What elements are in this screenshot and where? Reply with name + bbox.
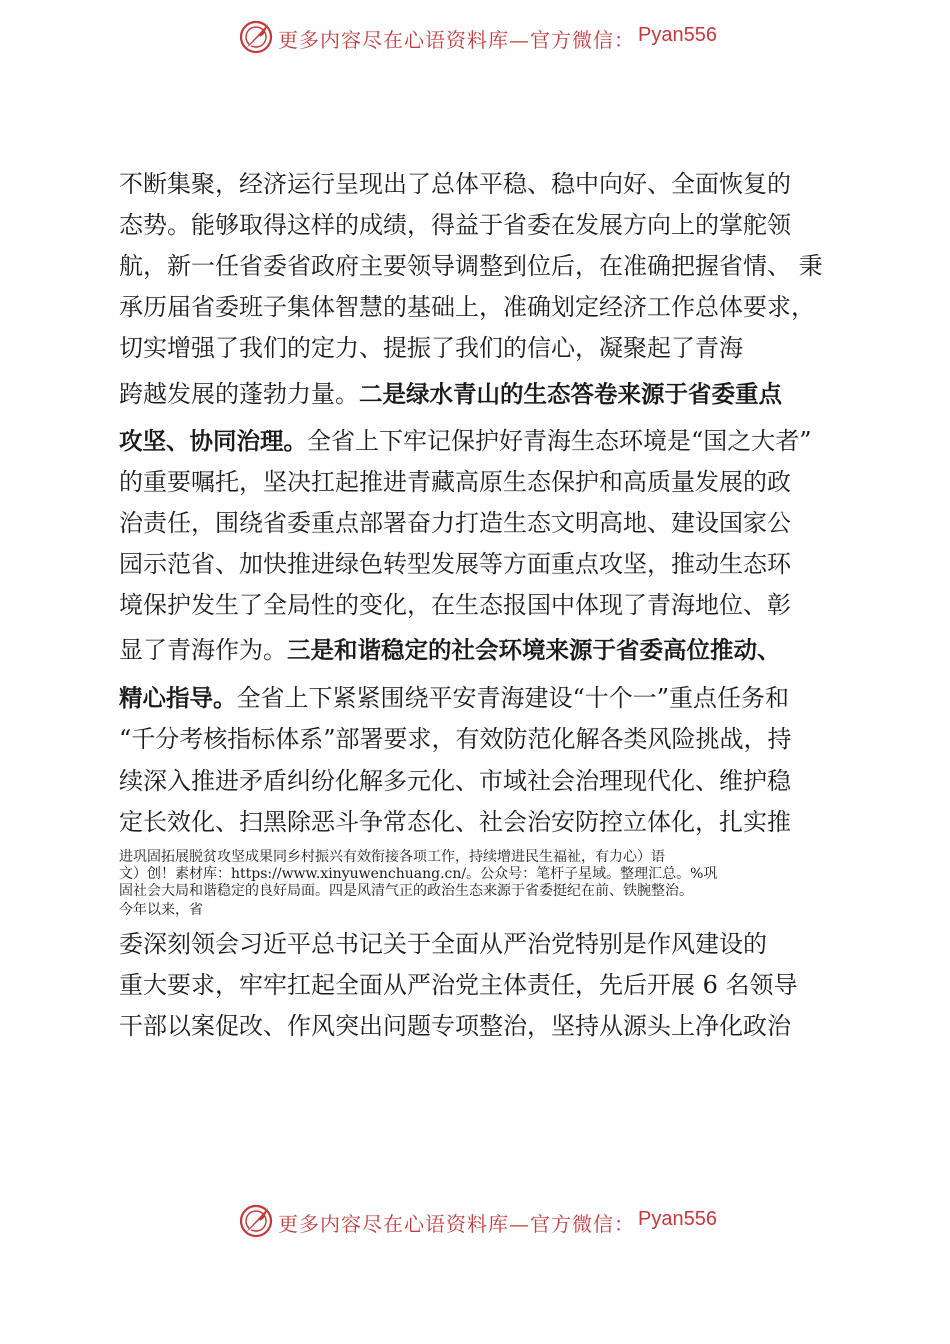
text-line [119,682,789,714]
small-text-line: 文）创！素材库：https://www.xinyuwenchuang.cn/。公众号：笔杆子星域。整理汇总。%巩 [119,866,718,882]
banner-text: 更多内容尽在心语资料库—官方微信： [278,28,635,52]
text-line: “千分考核指标体系”部署要求，有效防范化解各类风险挑战，持 [119,725,792,753]
footer-banner [0,1200,950,1240]
banner-wechat-id: Pyan556 [638,24,717,46]
quill-seal-icon [238,1202,274,1238]
quill-seal-icon [238,18,274,54]
header-banner [0,16,950,56]
text-line [119,425,812,457]
text-line: 园示范省、加快推进绿色转型发展等方面重点攻坚，推动生态环 [119,550,791,578]
text-line: 重大要求，牢牢扛起全面从严治党主体责任，先后开展 6 名领导 [119,971,798,999]
text-run: 跨越发展的蓬勃力量。 [119,380,359,408]
text-line [119,634,781,666]
text-line: 续深入推进矛盾纠纷化解多元化、市域社会治理现代化、维护稳 [119,767,791,795]
text-line: 委深刻领会习近平总书记关于全面从严治党特别是作风建设的 [119,930,767,958]
small-text-line: 今年以来，省 [119,902,203,918]
bold-heading: 精心指导。 [119,684,237,712]
text-line: 承历届省委班子集体智慧的基础上，准确划定经济工作总体要求， [119,293,815,321]
text-line: 治责任，围绕省委重点部署奋力打造生态文明高地、建设国家公 [119,509,791,537]
text-run: 全省上下牢记保护好青海生态环境是“国之大者” [307,427,812,455]
banner-wechat-id: Pyan556 [638,1208,717,1230]
bold-heading: 三是和谐稳定的社会环境来源于省委高位推动、 [287,636,781,664]
text-line: 定长效化、扫黑除恶斗争常态化、社会治安防控立体化，扎实推 [119,808,791,836]
text-line: 切实增强了我们的定力、提振了我们的信心，凝聚起了青海 [119,334,743,362]
text-line: 境保护发生了全局性的变化，在生态报国中体现了青海地位、彰 [119,591,791,619]
text-line: 干部以案促改、作风突出问题专项整治，坚持从源头上净化政治 [119,1012,791,1040]
text-run: 显了青海作为。 [119,636,287,664]
bold-heading: 攻坚、协同治理。 [119,427,307,455]
text-line: 航，新一任省委省政府主要领导调整到位后，在准确把握省情、 秉 [119,252,823,280]
banner-text: 更多内容尽在心语资料库—官方微信： [278,1212,635,1236]
text-line: 不断集聚，经济运行呈现出了总体平稳、稳中向好、全面恢复的 [119,170,791,198]
text-line: 态势。能够取得这样的成绩，得益于省委在发展方向上的掌舵领 [119,211,791,239]
text-run: 全省上下紧紧围绕平安青海建设“十个一”重点任务和 [236,684,790,712]
text-line: 的重要嘱托，坚决扛起推进青藏高原生态保护和高质量发展的政 [119,468,791,496]
small-text-line: 固社会大局和谐稳定的良好局面。四是风清气正的政治生态来源于省委挺纪在前、铁腕整治。 [119,883,693,899]
bold-heading: 二是绿水青山的生态答卷来源于省委重点 [359,380,782,408]
small-text-line: 进巩固拓展脱贫攻坚成果同乡村振兴有效衔接各项工作，持续增进民生福祉，有力心）语 [119,849,665,865]
text-line [119,378,782,410]
